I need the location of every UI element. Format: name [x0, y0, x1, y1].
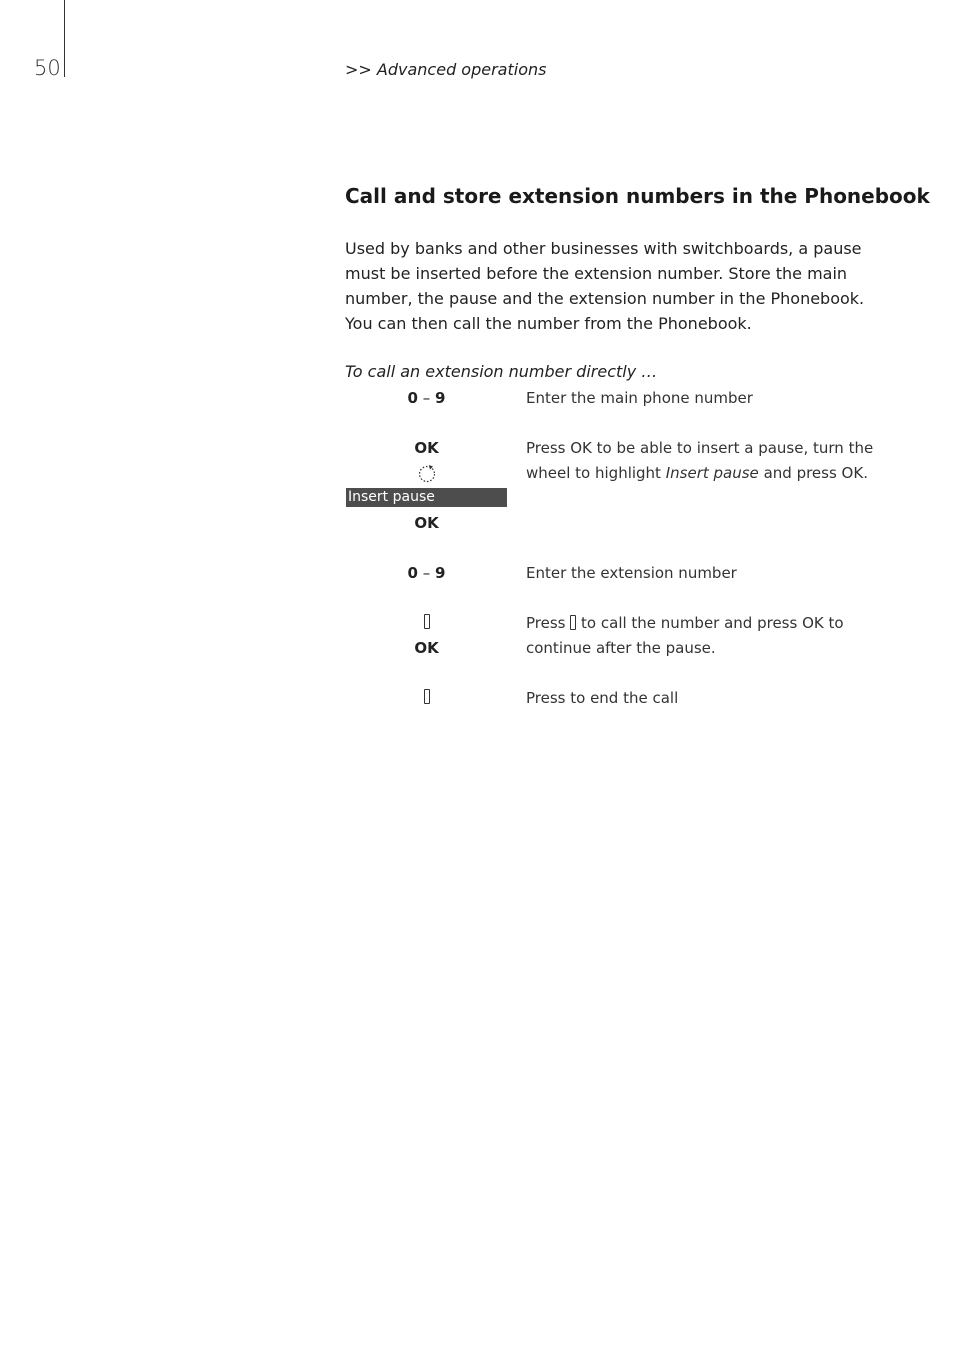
step-insert-pause-keys — [346, 436, 507, 536]
breadcrumb — [345, 60, 546, 79]
phone-icon-row — [346, 611, 507, 636]
key-from: 0 — [407, 389, 418, 407]
intro-line: number, the pause and the extension number in the Phonebook. — [345, 289, 865, 308]
key-from: 0 — [407, 564, 418, 582]
ok-key: OK — [414, 439, 439, 457]
phone-end-icon — [424, 689, 430, 704]
text-part: Press OK to be able to insert a pause, turn the wheel to highlight — [526, 439, 874, 482]
step-enter-main-keys — [346, 386, 507, 411]
wheel-icon — [416, 461, 438, 486]
key-to: 9 — [435, 389, 446, 407]
intro-paragraph — [345, 236, 885, 336]
step-call-keys — [346, 611, 507, 661]
intro-line: You can then call the number from the Phonebook. — [345, 314, 752, 333]
phone-call-icon — [424, 614, 430, 629]
intro-line: Used by banks and other businesses with switchboards, a pause — [345, 239, 862, 258]
key-separator: – — [422, 564, 431, 582]
section-title: Call and store extension numbers in the Phonebook — [345, 184, 930, 208]
breadcrumb-text: Advanced operations — [376, 60, 547, 79]
ok-key: OK — [414, 639, 439, 657]
step-end-call-keys — [346, 686, 507, 711]
wheel-icon-row — [346, 461, 507, 486]
step-enter-extension-text: Enter the extension number — [526, 564, 737, 582]
steps-title: To call an extension number directly … — [345, 362, 658, 381]
text-part: and press OK. — [763, 464, 868, 482]
margin-rule — [64, 0, 65, 77]
text-part: to call the number and press OK to continue after the pause. — [526, 614, 844, 657]
intro-line: must be inserted before the extension number. Store the main — [345, 264, 848, 283]
step-insert-pause-text — [526, 436, 886, 486]
key-to: 9 — [435, 564, 446, 582]
step-end-call-text: Press to end the call — [526, 689, 679, 707]
step-enter-extension-keys — [346, 561, 507, 586]
key-separator: – — [422, 389, 431, 407]
ok-key: OK — [414, 514, 439, 532]
page-number: 50 — [34, 56, 61, 80]
step-enter-main-text: Enter the main phone number — [526, 389, 753, 407]
step-call-text — [526, 611, 886, 661]
text-italic: Insert pause — [665, 464, 759, 482]
phone-inline-icon — [570, 615, 576, 630]
insert-pause-menu-item: Insert pause — [346, 488, 507, 507]
breadcrumb-arrows: >> — [345, 60, 372, 79]
text-part: Press — [526, 614, 566, 632]
